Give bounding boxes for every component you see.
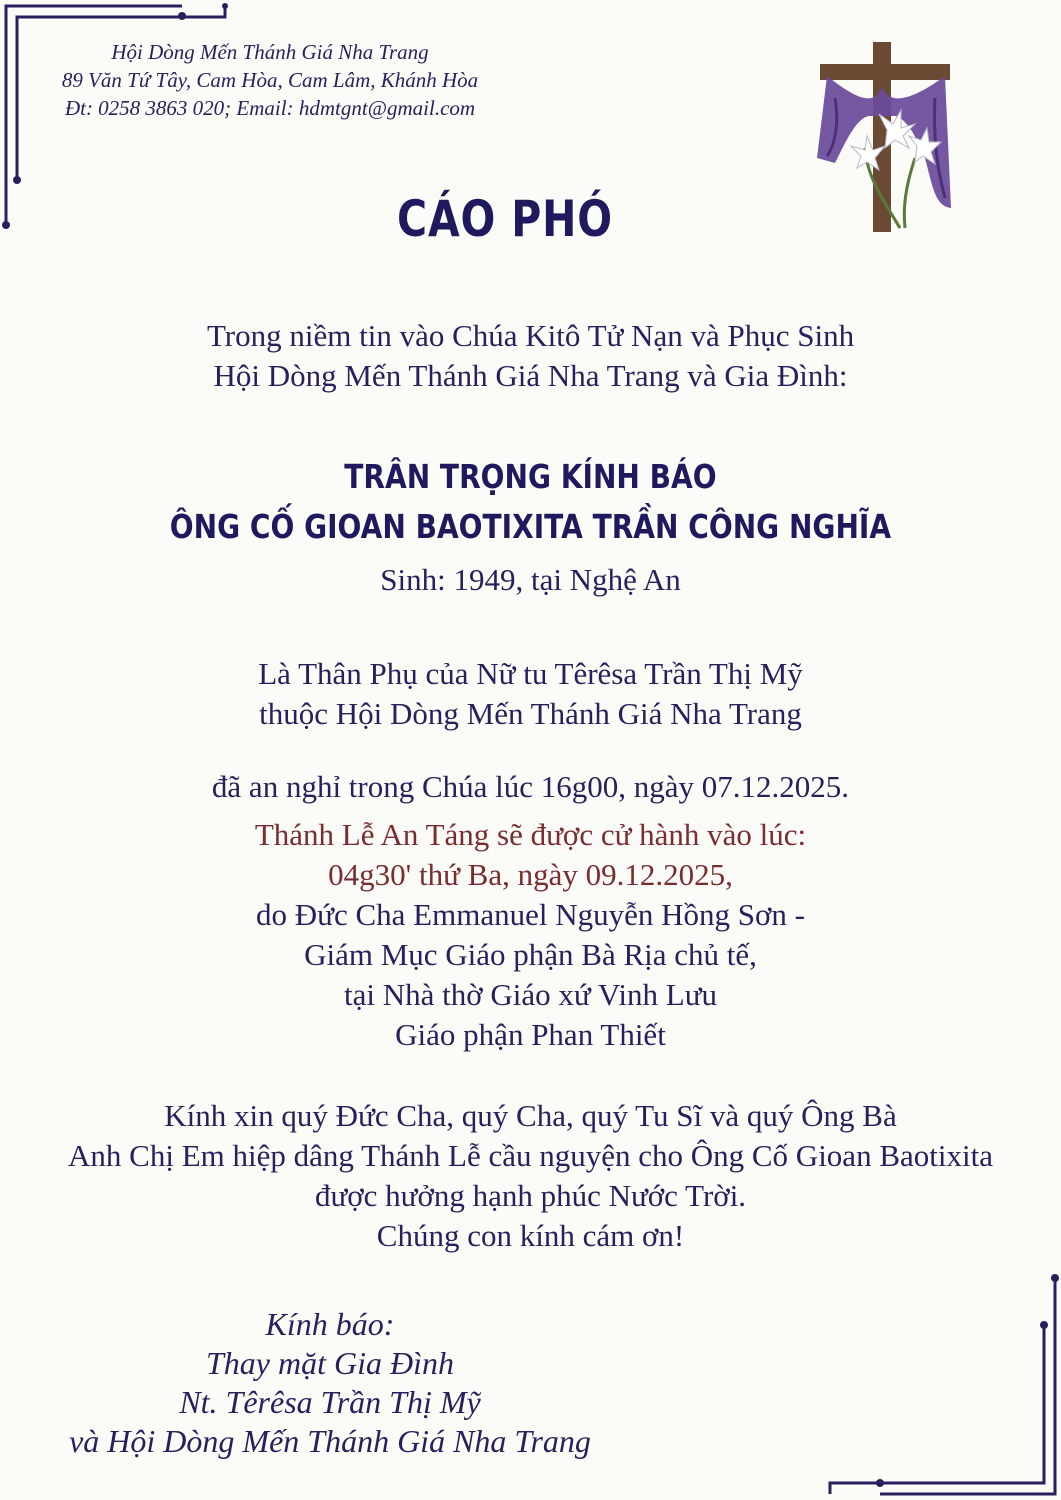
request	[0, 1096, 1061, 1256]
relation	[0, 654, 1061, 734]
signature-line-4: và Hội Dòng Mến Thánh Giá Nha Trang	[69, 1423, 591, 1459]
funeral-line-4: Giám Mục Giáo phận Bà Rịa chủ tế,	[304, 937, 757, 972]
page-title: CÁO PHÓ	[397, 190, 613, 248]
funeral-line-2: 04g30' thứ Ba, ngày 09.12.2025,	[328, 857, 733, 892]
relation-line-1: Là Thân Phụ của Nữ tu Têrêsa Trần Thị Mỹ	[258, 656, 803, 691]
org-address: 89 Văn Tứ Tây, Cam Hòa, Cam Lâm, Khánh Hòa	[61, 68, 479, 92]
funeral-info	[0, 815, 1061, 1055]
death-line: đã an nghỉ trong Chúa lúc 16g00, ngày 07.12.2025.	[211, 769, 850, 804]
signature-line-1: Kính báo:	[265, 1306, 395, 1342]
signature	[30, 1305, 630, 1461]
announcement	[0, 452, 1061, 600]
death-info	[0, 767, 1061, 807]
deceased-name: ÔNG CỐ GIOAN BAOTIXITA TRẦN CÔNG NGHĨA	[169, 507, 892, 546]
organization-header	[30, 38, 510, 122]
request-line-1: Kính xin quý Đức Cha, quý Cha, quý Tu Sĩ và quý Ông Bà	[164, 1098, 897, 1133]
request-line-4: Chúng con kính cám ơn!	[376, 1218, 685, 1253]
funeral-line-6: Giáo phận Phan Thiết	[395, 1017, 666, 1052]
funeral-line-5: tại Nhà thờ Giáo xứ Vinh Lưu	[343, 977, 717, 1012]
org-contact: Đt: 0258 3863 020; Email: hdmtgnt@gmail.com	[64, 96, 476, 120]
signature-line-3: Nt. Têrêsa Trần Thị Mỹ	[179, 1384, 481, 1420]
relation-line-2: thuộc Hội Dòng Mến Thánh Giá Nha Trang	[259, 696, 802, 731]
funeral-line-1: Thánh Lễ An Táng sẽ được cử hành vào lúc:	[254, 817, 807, 852]
signature-line-2: Thay mặt Gia Đình	[206, 1345, 454, 1381]
request-line-2: Anh Chị Em hiệp dâng Thánh Lễ cầu nguyện cho Ông Cố Gioan Baotixita	[68, 1138, 993, 1173]
funeral-line-3: do Đức Cha Emmanuel Nguyễn Hồng Sơn -	[256, 897, 805, 932]
birth-info: Sinh: 1949, tại Nghệ An	[380, 562, 681, 597]
intro-line-2: Hội Dòng Mến Thánh Giá Nha Trang và Gia Đình:	[213, 358, 848, 393]
request-line-3: được hưởng hạnh phúc Nước Trời.	[314, 1178, 747, 1213]
org-name: Hội Dòng Mến Thánh Giá Nha Trang	[111, 40, 429, 64]
intro-line-1: Trong niềm tin vào Chúa Kitô Tử Nạn và Phục Sinh	[206, 318, 855, 353]
announce-heading: TRÂN TRỌNG KÍNH BÁO	[344, 457, 717, 496]
intro	[0, 316, 1061, 396]
